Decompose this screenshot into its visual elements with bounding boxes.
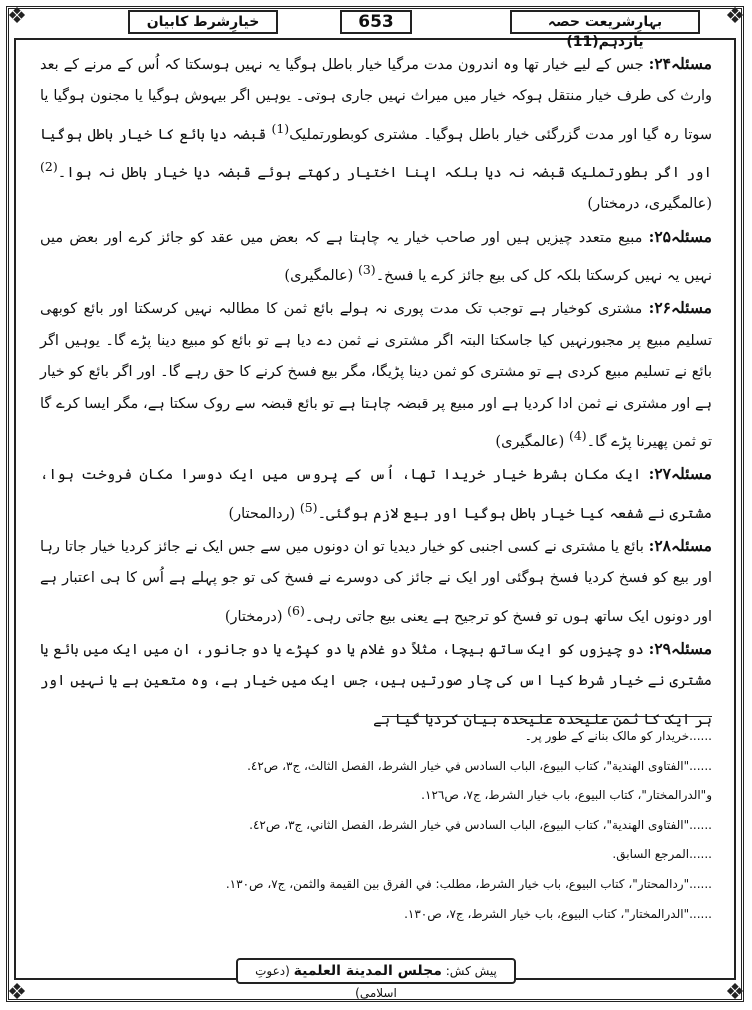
footnote-item: ......"الفتاوی الهندية"، كتاب البيوع، الباب السادس في خيار الشرط، الفصل الثاني، ج٣، ص٤٢. (249, 817, 712, 832)
footnote-item: ......"الدرالمختار"، كتاب البيوع، باب خيار الشرط، ج٧، ص١٣٠. (404, 906, 712, 921)
masala-27 (40, 458, 712, 530)
footnote-ref[interactable]: (2) (40, 159, 58, 175)
source-citation: (عالمگیری، درمختار) (587, 196, 712, 213)
body-text (40, 48, 713, 728)
footnote-ref[interactable]: (6) (287, 602, 305, 618)
masala-text: ایک مکان بشرط خیار خریدا تھا، اُس کے پروس میں ایک دوسرا مکان فروخت ہوا، مشتری نے شفعہ کیا خیار باطل ہوگیا اور بیع لازم ہوگئی۔ (40, 467, 712, 522)
footnote-ref[interactable]: (4) (568, 427, 587, 443)
masala-label: مسئلہ۲۸: (648, 535, 712, 555)
footnote-item: ......"الفتاوی الهندية"، كتاب البيوع، الباب السادس في خيار الشرط، الفصل الثالث، ج٣، ص٤٢. (247, 758, 712, 773)
footer-suffix: (دعوتِ اسلامی) (255, 964, 397, 1000)
masala-26 (40, 292, 712, 458)
source-citation: (ردالمحتار) (228, 505, 296, 522)
masala-label: مسئلہ۲۵: (648, 226, 712, 246)
source-citation: (عالمگیری) (495, 433, 565, 450)
masala-29 (40, 633, 712, 736)
masala-text: قبضہ دیا بائع کا خیار باطل ہوگیا اور اگر بطورتملیک قبضہ نہ دیا بلکہ اپنا اختیار رکھتے ہوئے قبضہ دیا خیار باطل نہ ہوا۔ (40, 126, 712, 181)
corner-ornament-icon: ❖ (725, 980, 745, 1005)
source-citation: (درمختار) (224, 608, 283, 625)
masala-text: بائع یا مشتری نے کسی اجنبی کو خیار دیدیا تو ان دونوں میں سے جس ایک نے جائز کردیا خیار جاتا رہا اور بیع کو فسخ کردیا فسخ ہوگئی اور ایک نے جائز کی دوسرے نے فسخ کی تو جو پہلے ہے اُس کا ہی اعتبار ہے اور دونوں ایک ساتھ ہوں تو فسخ کو ترجیح ہے یعنی بیع جاتی رہی۔ (40, 538, 712, 625)
source-citation: (عالمگیری) (284, 267, 354, 284)
footnote-ref[interactable]: (5) (299, 499, 318, 515)
corner-ornament-icon: ❖ (7, 4, 27, 29)
book-title: بہارِشریعت حصہ یازدہم(11) (510, 10, 700, 34)
masala-label: مسئلہ۲۴: (648, 54, 712, 73)
masala-label: مسئلہ۲۹: (648, 638, 713, 658)
footnote-item: ......"ردالمحتار"، كتاب البيوع، باب خيار الشرط، مطلب: في الفرق بين القيمة والثمن، ج٧، ص١٣٠. (225, 876, 712, 891)
footer-org: مجلس المدينة العلمية (293, 963, 442, 979)
page-header (40, 6, 712, 50)
masala-text: جس کے لیے خیار تھا وہ اندرون مدت مرگیا خیار باطل ہوگیا یہ نہیں ہوسکتا کہ اُس کے مرنے کے بعد وارث کی طرف خیار منتقل ہوکہ خیار میں میراث نہیں جاری ہوتی۔ یوہیں اگر بیہوش ہوگیا یا مجنون ہوگیا یا سوتا رہ گیا اور مدت گزرگئی خیار باطل ہوگیا۔ مشتری کوبطورتملیک (40, 57, 712, 143)
corner-ornament-icon: ❖ (7, 980, 27, 1005)
masala-label: مسئلہ۲۷: (648, 464, 712, 484)
masala-text: دو چیزوں کو ایک ساتھ بیچا، مثلاً دو غلام یا دو کپڑے یا دو جانور، ان میں ایک میں بائع یا مشتری نے خیار شرط کیا اس کی چار صورتیں ہیں، جس ایک میں خیار ہے، وہ متعین ہے یا نہیں اور ہر ایک کا ثمن علیحدہ علیحدہ بیان کردیا گیا ہے (40, 641, 712, 728)
masala-28 (40, 530, 712, 633)
footer-prefix: پیش کش: (445, 964, 497, 978)
footnote-ref[interactable]: (3) (357, 262, 376, 278)
footnote-divider (382, 716, 712, 717)
page-number: 653 (340, 10, 412, 34)
masala-label: مسئلہ۲۶: (648, 298, 712, 318)
masala-25 (40, 221, 712, 293)
corner-ornament-icon: ❖ (725, 4, 745, 29)
masala-text: مبیع متعدد چیزیں ہیں اور صاحب خیار یہ چاہتا ہے کہ بعض میں عقد کو جائز کرے اور بعض میں نہیں یہ نہیں کرسکتا بلکہ کل کی بیع جائز کرے یا فسخ۔ (40, 229, 712, 284)
footnote-item: ......المرجع السابق. (612, 847, 712, 862)
masala-24 (40, 48, 712, 221)
publisher-footer (236, 958, 516, 1000)
footnotes (140, 722, 712, 929)
footnote-ref[interactable]: (1) (271, 120, 290, 136)
footnote-item: ......خریدار کو مالک بنانے کے طور پر۔ (524, 729, 712, 743)
footnote-item: و"الدرالمختار"، كتاب البيوع، باب خيار الشرط، ج٧، ص١٢٦. (421, 788, 712, 803)
chapter-title: خیارِشرط کابیان (128, 10, 278, 34)
masala-text: مشتری کوخیار ہے توجب تک مدت پوری نہ ہولے بائع ثمن کا مطالبہ نہیں کرسکتا اور بائع کوبھی تسلیم مبیع پر مجبورنہیں کیا جاسکتا البتہ اگر مشتری نے ثمن دے دیا ہے تو بائع کو مبیع دینا پڑے گا۔ یوہیں اگر بائع نے تسلیم مبیع کردی ہے تو مشتری کو ثمن دینا پڑیگا، مگر بیع فسخ کرنے کا حق رہے گا۔ اور اگر بائع کو خیار ہے اور مشتری نے ثمن ادا کردیا ہے اور مبیع پر قبضہ چاہتا ہے تو بائع قبضہ سے روک سکتا ہے، مگر ایسا کرے گا تو ثمن پھیرنا پڑے گا۔ (40, 301, 712, 450)
